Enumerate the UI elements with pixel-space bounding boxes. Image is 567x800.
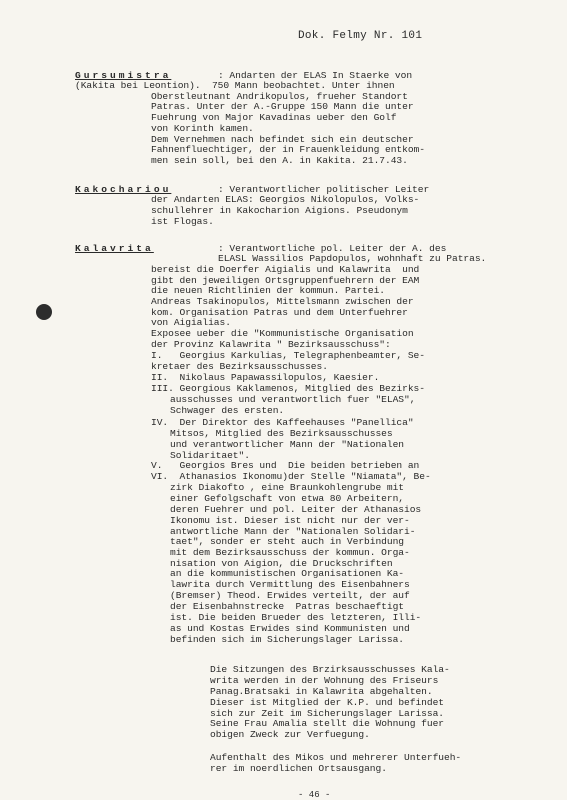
text-line: III. Georgious Kaklamenos, Mitglied des Bezirks- — [151, 383, 425, 394]
text-line: die neuen Richtlinien der kommun. Partei. — [151, 285, 385, 296]
text-line: bereist die Doerfer Aigialis und Kalawrita und — [151, 264, 420, 275]
text-line: V. Georgios Bres und Die beiden betrieben an — [151, 460, 420, 471]
text-line: der Eisenbahnstrecke Patras beschaeftigt — [170, 601, 404, 612]
text-line: Fahnenfluechtiger, der in Frauenkleidung entkom- — [151, 144, 425, 155]
text-line: Mitsos, Mitglied des Bezirksausschusses — [170, 428, 393, 439]
text-line: kom. Organisation Patras und dem Unterfuehrer — [151, 307, 408, 318]
text-line: IV. Der Direktor des Kaffeehauses "Panellica" — [151, 417, 414, 428]
text-line: sich zur Zeit im Sicherungslager Larissa. — [210, 708, 444, 719]
text-line: writa werden in der Wohnung des Friseurs — [210, 675, 439, 686]
text-line: Die Sitzungen des Brzirksausschusses Kala- — [210, 664, 450, 675]
text-line: von Korinth kamen. — [151, 123, 254, 134]
text-line: und verantwortlicher Mann der "Nationalen — [170, 439, 404, 450]
text-line: : Verantwortliche pol. Leiter der A. des — [218, 243, 447, 254]
text-line: nisation von Aigion, die Druckschriften — [170, 558, 393, 569]
text-line: Panag.Bratsaki in Kalawrita abgehalten. — [210, 686, 433, 697]
text-line: kretaer des Bezirksausschusses. — [151, 361, 328, 372]
text-line: Schwager des ersten. — [170, 405, 285, 416]
text-line: antwortliche Mann der "Nationalen Solidari- — [170, 526, 416, 537]
text-line: ist Flogas. — [151, 216, 214, 227]
text-line: Dieser ist Mitglied der K.P. und befindet — [210, 697, 444, 708]
text-line: (Bremser) Theod. Erwides verteilt, der auf — [170, 590, 410, 601]
text-line: ist. Die beiden Brueder des letzteren, Illi- — [170, 612, 422, 623]
text-line: der Provinz Kalawrita " Bezirksausschuss": — [151, 339, 391, 350]
text-line: lawrita durch Vermittlung des Eisenbahners — [170, 579, 410, 590]
text-line: ELASL Wassilios Papdopulos, wohnhaft zu Patras. — [218, 253, 487, 264]
text-line: der Andarten ELAS: Georgios Nikolopulos, Volks- — [151, 194, 420, 205]
text-line: Patras. Unter der A.-Gruppe 150 Mann die unter — [151, 101, 414, 112]
text-line: Aufenthalt des Mikos und mehrerer Unterfueh- — [210, 752, 462, 763]
text-line: II. Nikolaus Papawassilopulos, Kaesier. — [151, 372, 380, 383]
text-line: deren Fuehrer und pol. Leiter der Athanasios — [170, 504, 422, 515]
text-line: Solidaritaet". — [170, 450, 250, 461]
text-line: Seine Frau Amalia stellt die Wohnung fuer — [210, 718, 444, 729]
text-line: Exposee ueber die "Kommunistische Organisation — [151, 328, 414, 339]
text-line: as und Kostas Erwides sind Kommunisten und — [170, 623, 410, 634]
text-line: VI. Athanasios Ikonomu)der Stelle "Niamata", Be- — [151, 471, 431, 482]
text-line: schullehrer in Kakocharion Aigions. Pseudonym — [151, 205, 408, 216]
text-line: Andreas Tsakinopulos, Mittelsmann zwischen der — [151, 296, 414, 307]
text-line: Dem Vernehmen nach befindet sich ein deutscher — [151, 134, 414, 145]
section-title-kakochariou: Kakochariou — [75, 184, 172, 195]
text-line: men sein soll, bei den A. in Kakita. 21.7.43. — [151, 155, 408, 166]
section-title-kalavrita: Kalavrita — [75, 243, 154, 254]
text-line: obigen Zweck zur Verfuegung. — [210, 729, 370, 740]
text-line: zirk Diakofto , eine Braunkohlengrube mit — [170, 482, 404, 493]
text-line: I. Georgius Karkulias, Telegraphenbeamter, Se- — [151, 350, 425, 361]
section-title-gursumistra: Gursumistra — [75, 70, 172, 81]
text-line: ausschusses und verantwortlich fuer "ELAS", — [170, 394, 416, 405]
text-line: an die kommunistischen Organisationen Ka- — [170, 568, 404, 579]
page-number: - 46 - — [298, 790, 331, 800]
text-line: Fuehrung von Major Kavadinas ueber den Golf — [151, 112, 397, 123]
text-line: (Kakita bei Leontion). 750 Mann beobachtet. Unter ihnen — [75, 80, 395, 91]
text-line: gibt den jeweiligen Ortsgruppenfuehrern der EAM — [151, 275, 420, 286]
text-line: mit dem Bezirksausschuss der kommun. Orga- — [170, 547, 410, 558]
text-line: befinden sich im Sicherungslager Larissa. — [170, 634, 404, 645]
text-line: Ikonomu ist. Dieser ist nicht nur der ver- — [170, 515, 410, 526]
text-line: rer im noerdlichen Ortsausgang. — [210, 763, 387, 774]
text-line: taet", sonder er steht auch in Verbindung — [170, 536, 404, 547]
text-line: Oberstleutnant Andrikopulos, frueher Standort — [151, 91, 408, 102]
text-line: : Verantwortlicher politischer Leiter — [218, 184, 430, 195]
text-line: von Aigialias. — [151, 317, 231, 328]
punch-hole — [36, 304, 52, 320]
text-line: : Andarten der ELAS In Staerke von — [218, 70, 413, 81]
text-line: einer Gefolgschaft von etwa 80 Arbeitern, — [170, 493, 404, 504]
document-number: Dok. Felmy Nr. 101 — [298, 30, 423, 42]
